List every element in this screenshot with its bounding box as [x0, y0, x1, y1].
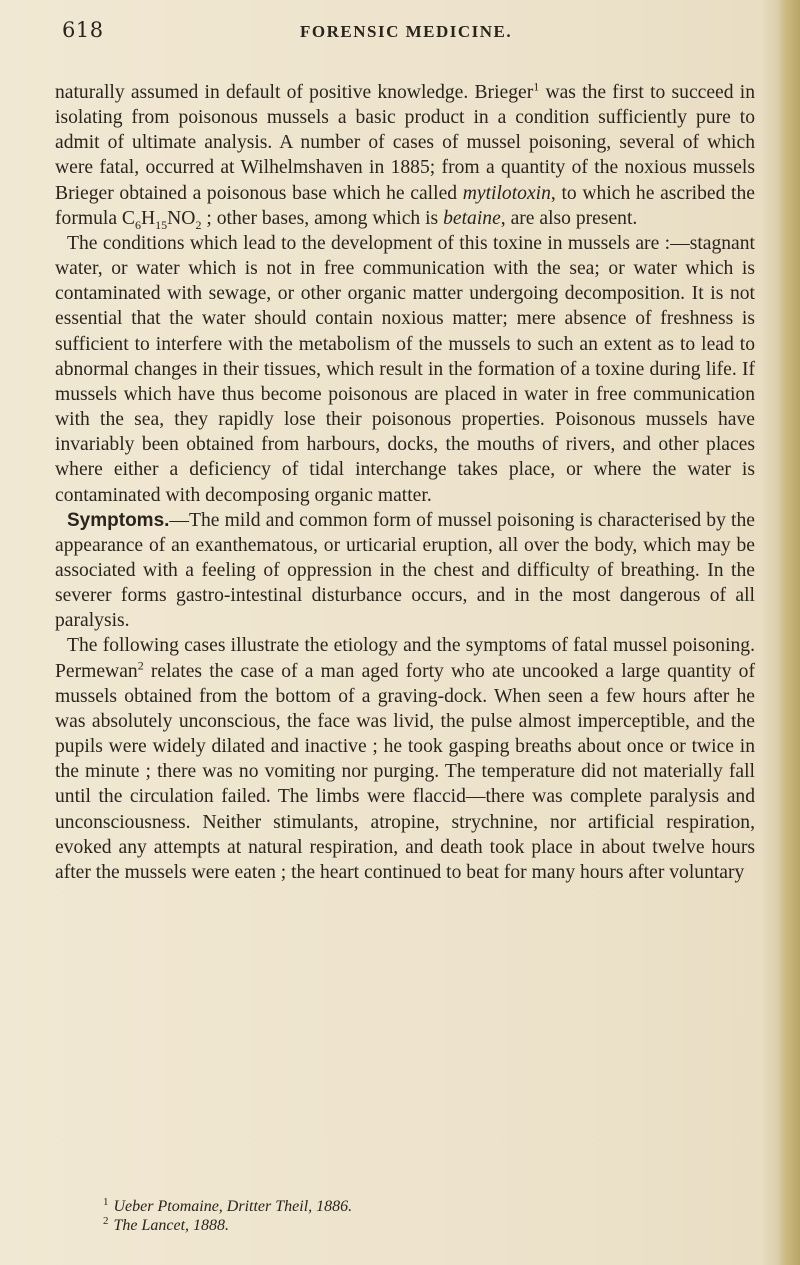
- footnote-2: $^2$ The Lancet, 1888.: [103, 1214, 230, 1234]
- paragraph-symptoms: Symptoms.—The mild and common form of mussel poisoning is characterised by the appearance of an exanthematous, or urticarial eruption, all over the body, which may be associated with a feeling of oppression in the chest and difficulty of breathing. In the severer forms gastro-intestinal disturbance occurs, and in the most dangerous of all paralysis.: [55, 509, 755, 632]
- running-title: FORENSIC MEDICINE.: [300, 22, 513, 41]
- section-heading-symptoms: Symptoms.: [67, 509, 170, 531]
- page-number: 618: [62, 18, 104, 42]
- footnote-1: $^1$ Ueber Ptomaine, Dritter Theil, 1886.: [103, 1195, 353, 1215]
- paragraph-conditions: The conditions which lead to the development of this toxine in mussels are :—stagnant water, or water which is not in free communication with the sea; or water which is contaminated with sewage, or other organic matter undergoing decomposition. It is not essential that the water should contain noxious matter; mere absence of freshness is sufficient to interfere with the metabolism of the mussels to such an extent as to lead to abnormal changes in their tissues, which result in the formation of a toxine during life. If mussels which have thus become poisonous are placed in water in free communication with the sea, they rapidly lose their poisonous properties. Poisonous mussels have invariably been obtained from harbours, docks, the mouths of rivers, and other places where either a deficiency of tidal interchange takes place, or where the water is contaminated with decomposing organic matter.: [55, 232, 755, 506]
- paragraph-brieger: naturally assumed in default of positive knowledge. Brieger$^1$ was the first to succeed in isolating from poisonous mussels a basic product in a condition sufficiently pure to admit of ultimate analysis. A number of cases of mussel poisoning, several of which were fatal, occurred at Wilhelmshaven in 1885; from a quantity of the noxious mussels Brieger obtained a poisonous base which he called mytilotoxin, to which he ascribed the formula $C_6H_{15}NO_2$ ; other bases, among which is betaine, are also present.: [55, 79, 755, 232]
- page-binding-edge: [778, 0, 800, 1265]
- paragraph-cases: The following cases illustrate the etiology and the symptoms of fatal mussel poisoning. Permewan$^2$ relates the case of a man aged forty who ate uncooked a large quantity of mussels obtained from the bottom of a graving-dock. When seen a few hours after he was absolutely unconscious, the face was livid, the pulse almost imperceptible, and the pupils were widely dilated and inactive ; he took gasping breaths about once or twice in the minute ; there was no vomiting nor purging. The temperature did not materially fall until the circulation failed. The limbs were flaccid—there was complete paralysis and unconsciousness. Neither stimulants, atropine, strychnine, nor artificial respiration, evoked any attempts at natural respiration, and death took place in about twelve hours after the mussels were eaten ; the heart continued to beat for many hours after voluntary: [55, 635, 755, 883]
- body-text: [55, 80, 755, 885]
- footnote-ref-2: 2: [137, 658, 144, 673]
- footnotes: [55, 1197, 755, 1235]
- term-betaine: betaine: [443, 207, 501, 229]
- footnote-ref-1: 1: [533, 79, 540, 94]
- page-header: [0, 10, 800, 50]
- term-mytilotoxin: mytilotoxin: [462, 182, 551, 204]
